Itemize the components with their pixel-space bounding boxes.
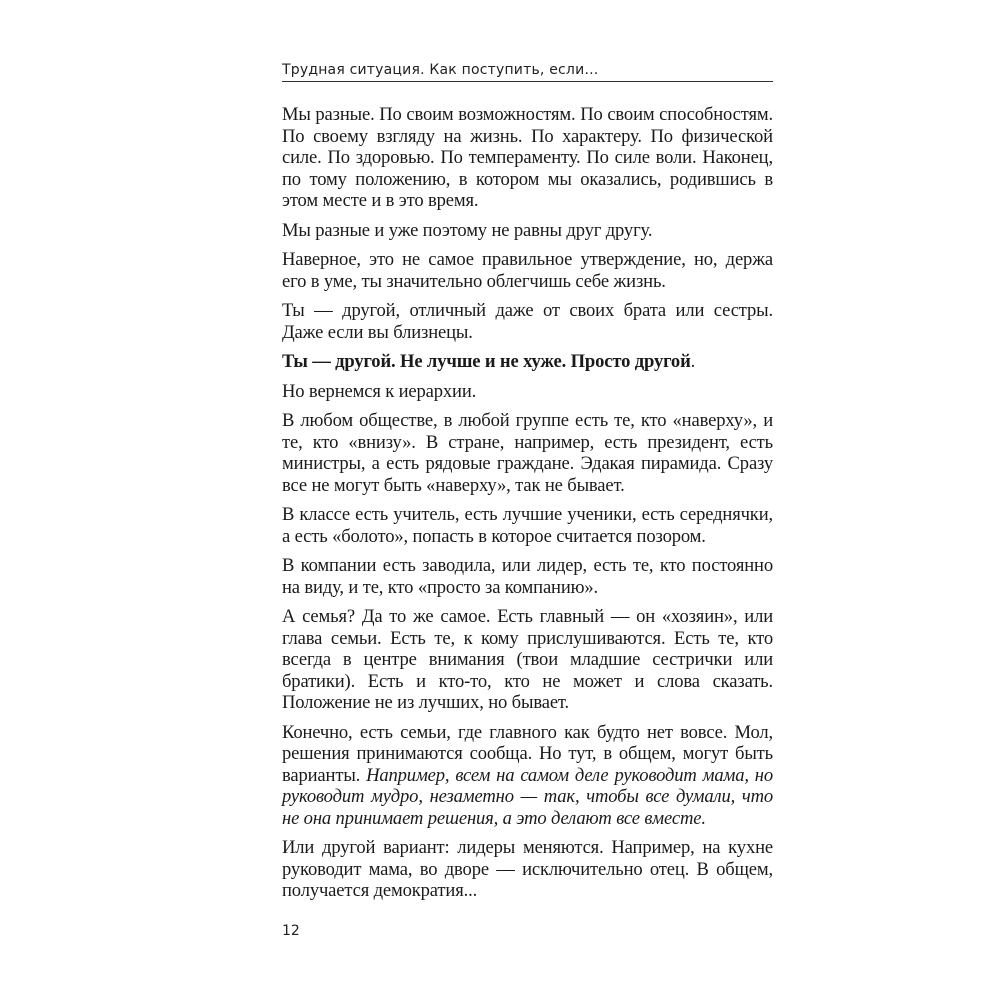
paragraph-9: В компании есть заводила, или лидер, есть те, кто постоянно на виду, и те, кто «просто за компанию». — [282, 555, 773, 598]
paragraph-3: Наверное, это не самое правильное утверждение, но, держа его в уме, ты значительно облегчишь себе жизнь. — [282, 249, 773, 292]
paragraph-8: В классе есть учитель, есть лучшие ученики, есть середнячки, а есть «болото», попасть в которое считается позором. — [282, 504, 773, 547]
paragraph-12: Или другой вариант: лидеры меняются. Например, на кухне руководит мама, во дворе — исключительно отец. В общем, получается демократия... — [282, 837, 773, 901]
body-text — [282, 104, 773, 910]
paragraph-11 — [282, 722, 773, 830]
paragraph-10: А семья? Да то же самое. Есть главный — он «хозяин», или глава семьи. Есть те, к кому прислушиваются. Есть те, кто всегда в центре внимания (твои младшие сестрички или братики). Есть и кто-то, кто не может и слова сказать. Положение не из лучших, но бывает. — [282, 606, 773, 713]
paragraph-4: Ты — другой, отличный даже от своих брата или сестры. Даже если вы близнецы. — [282, 300, 773, 343]
paragraph-1: Мы разные. По своим возможностям. По своим способностям. По своему взгляду на жизнь. По характеру. По физической силе. По здоровью. По темпераменту. По силе воли. Наконец, по тому положению, в котором мы оказались, родившись в этом месте и в это время. — [282, 104, 773, 211]
paragraph-5 — [282, 351, 773, 373]
running-head: Трудная ситуация. Как поступить, если… — [282, 62, 599, 78]
paragraph-6: Но вернемся к иерархии. — [282, 380, 477, 402]
page-number: 12 — [282, 923, 300, 939]
header-rule — [282, 81, 773, 82]
paragraph-2: Мы разные и уже поэтому не равны друг другу. — [282, 219, 653, 241]
bold-statement-period: . — [690, 351, 696, 372]
bold-statement: Ты — другой. Не лучше и не хуже. Просто другой — [282, 351, 691, 372]
paragraph-7: В любом обществе, в любой группе есть те, кто «наверху», и те, кто «внизу». В стране, например, есть президент, есть министры, а есть рядовые граждане. Эдакая пирамида. Сразу все не могут быть «наверху», так не бывает. — [282, 410, 773, 496]
paragraph-11-text: Конечно, есть семьи, где главного как будто нет вовсе. Мол, решения принимаются сообща. Но тут, в общем, могут быть варианты. — [282, 721, 773, 786]
paragraph-11-italic: Например, всем на самом деле руководит мама, но руководит мудро, незаметно — так, чтобы все думали, что не она принимает решения, а это делают все вместе. — [282, 764, 773, 829]
